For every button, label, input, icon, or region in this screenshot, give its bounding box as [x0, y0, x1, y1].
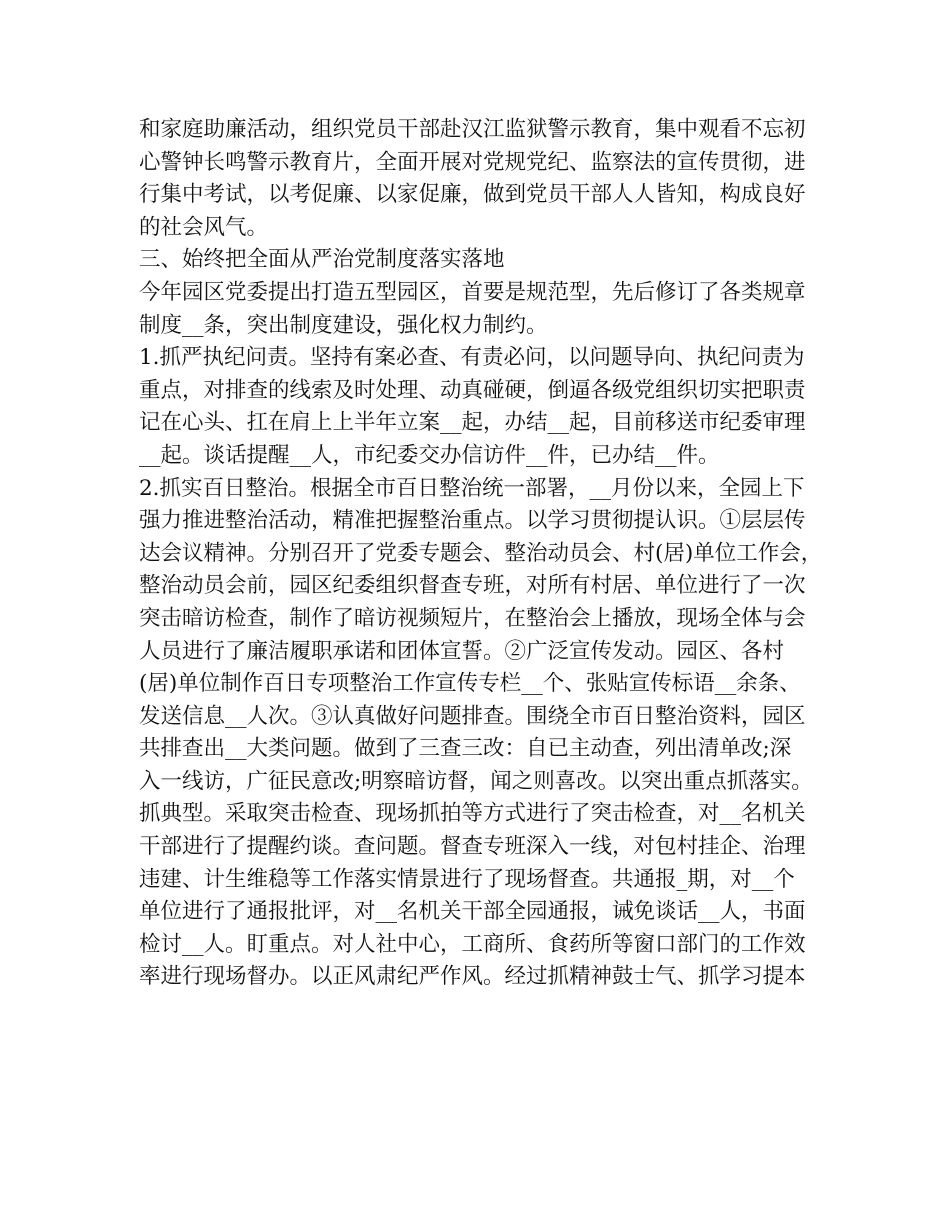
- text-line: 抓典型。采取突击检查、现场抓拍等方式进行了突击检查，对__名机关: [139, 801, 806, 827]
- text-line: 重点，对排查的线索及时处理、动真碰硬，倒逼各级党组织切实把职责: [139, 377, 806, 403]
- text-line: 2.抓实百日整治。根据全市百日整治统一部署，__月份以来，全园上下: [139, 475, 805, 501]
- text-line: 入一线访，广征民意改;明察暗访督，闻之则喜改。以突出重点抓落实。: [139, 768, 813, 794]
- text-line: 强力推进整治活动，精准把握整治重点。以学习贯彻提认识。①层层传: [139, 508, 806, 534]
- text-line: 发送信息__人次。③认真做好问题排查。围绕全市百日整治资料，园区: [139, 703, 806, 729]
- text-line: 达会议精神。分别召开了党委专题会、整治动员会、村(居)单位工作会，: [139, 540, 823, 566]
- text-line: 突击暗访检查，制作了暗访视频短片，在整治会上播放，现场全体与会: [139, 605, 806, 631]
- text-line: (居)单位制作百日专项整治工作宣传专栏__个、张贴宣传标语__余条、: [139, 671, 801, 697]
- text-line: 共排查出__大类问题。做到了三查三改：自已主动查，列出清单改;深: [139, 736, 792, 762]
- text-line: 干部进行了提醒约谈。查问题。督查专班深入一线，对包村挂企、治理: [139, 834, 806, 860]
- text-line: 和家庭助廉活动，组织党员干部赴汉江监狱警示教育，集中观看不忘初: [139, 117, 806, 142]
- text-line: 整治动员会前，园区纪委组织督查专班，对所有村居、单位进行了一次: [139, 573, 806, 599]
- text-line: 检讨__人。盯重点。对人社中心，工商所、食药所等窗口部门的工作效: [139, 931, 806, 957]
- text-line: 1.抓严执纪问责。坚持有案必查、有责必问，以问题导向、执纪问责为: [139, 345, 805, 371]
- text-line: 行集中考试，以考促廉、以家促廉，做到党员干部人人皆知，构成良好: [139, 182, 806, 208]
- text-line: __起。谈话提醒__人，市纪委交办信访件__件，已办结__件。: [139, 442, 720, 468]
- text-line: 人员进行了廉洁履职承诺和团体宣誓。②广泛宣传发动。园区、各村: [139, 638, 785, 664]
- document-page: [139, 114, 829, 994]
- text-line: 制度__条，突出制度建设，强化权力制约。: [139, 312, 548, 338]
- text-line: 单位进行了通报批评，对__名机关干部全园通报，诫免谈话__人，书面: [139, 899, 806, 925]
- text-line: 违建、计生维稳等工作落实情景进行了现场督查。共通报_期，对__个: [139, 866, 795, 892]
- text-line: 率进行现场督办。以正风肃纪严作风。经过抓精神鼓士气、抓学习提本: [139, 964, 806, 990]
- text-line: 心警钟长鸣警示教育片，全面开展对党规党纪、监察法的宣传贯彻，进: [139, 149, 806, 175]
- text-line: 记在心头、扛在肩上上半年立案__起，办结__起，目前移送市纪委审理: [139, 410, 806, 436]
- section-heading: 三、始终把全面从严治党制度落实落地: [139, 247, 505, 273]
- text-line: 今年园区党委提出打造五型园区，首要是规范型，先后修订了各类规章: [139, 279, 806, 305]
- text-line: 的社会风气。: [139, 214, 269, 240]
